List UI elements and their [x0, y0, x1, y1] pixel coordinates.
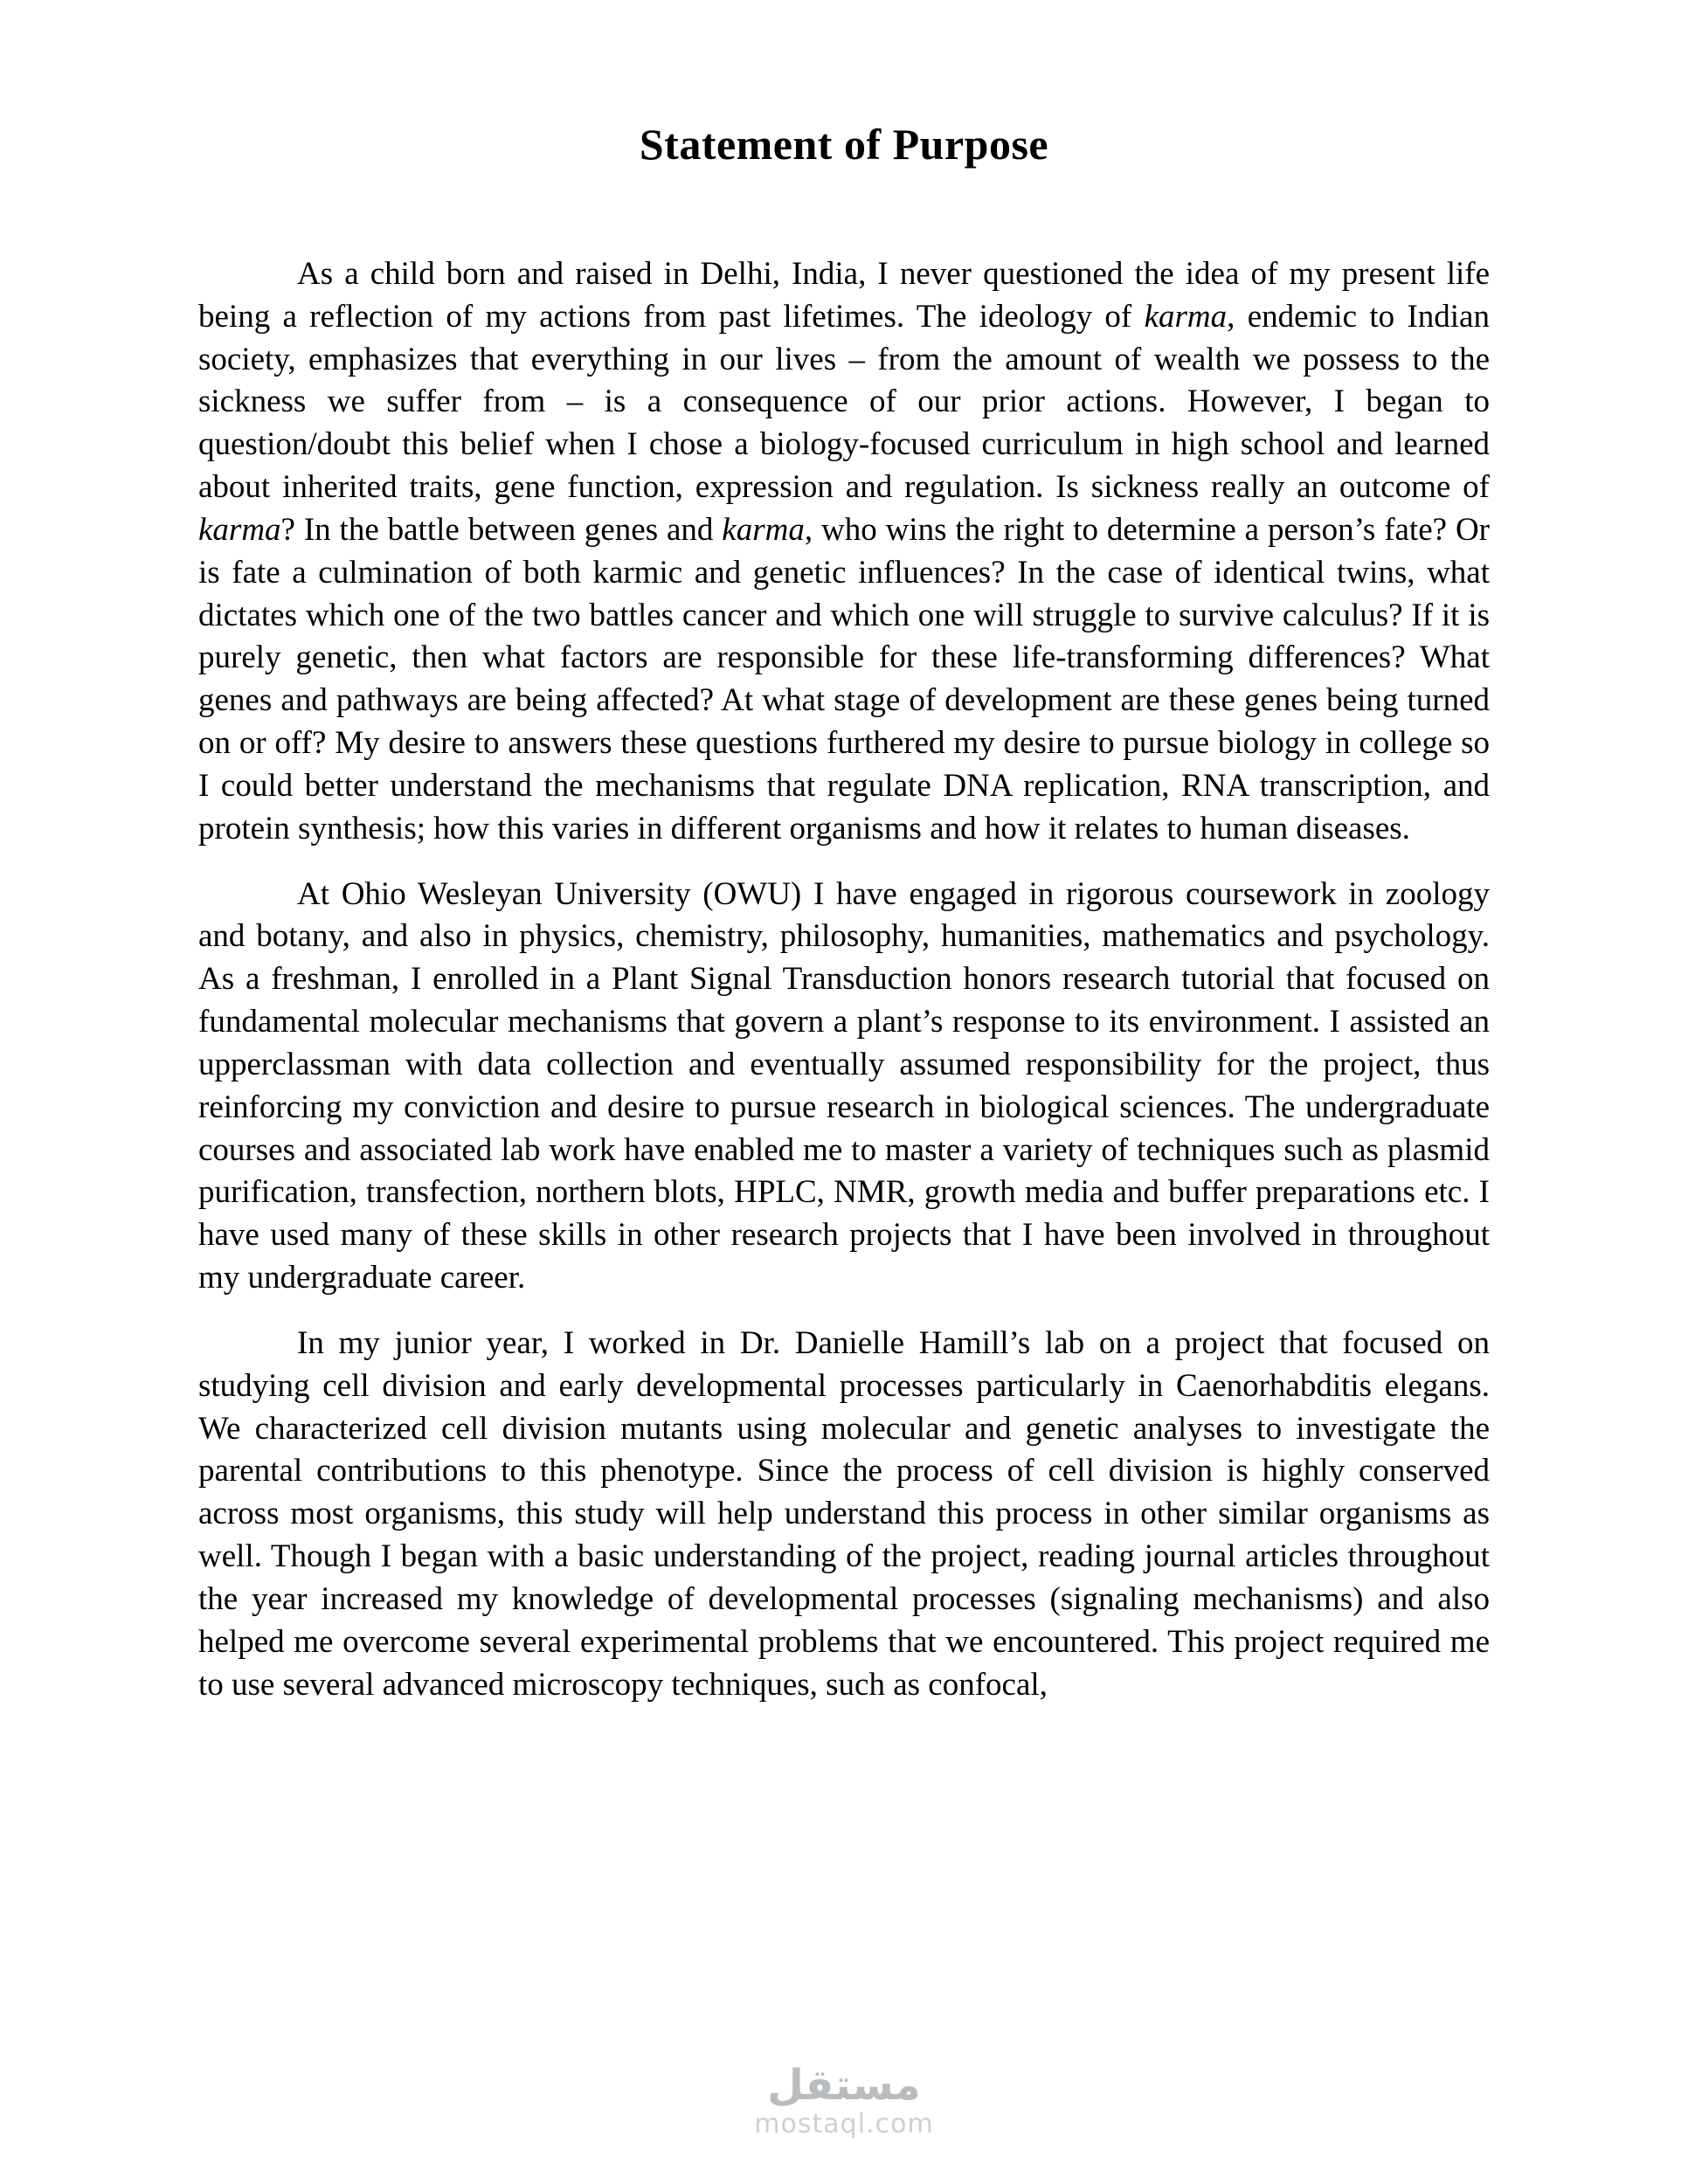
watermark [0, 2063, 1688, 2140]
document-title: Statement of Purpose [639, 120, 1049, 169]
text-run: In my junior year, I worked in Dr. Danielle Hamill’s lab on a project that focused on studying cell division and early developmental processes particularly in Caenorhabditis elegans. We characterized cell division mutants using molecular and genetic analyses to investigate the parental contributions to this phenotype. Since the process of cell division is highly conserved across most organisms, this study will help understand this process in other similar organisms as well. Though I began with a basic understanding of the project, reading journal articles throughout the year increased my knowledge of developmental processes (signaling mechanisms) and also helped me overcome several experimental problems that we encountered. This project required me to use several advanced microscopy techniques, such as confocal, [198, 1324, 1490, 1703]
text-run: As a child born and raised in Delhi, India, I never questioned the idea of my present life being a reflection of my actions from past lifetimes. The ideology of [198, 256, 1490, 335]
italic-text-run: karma [198, 511, 281, 548]
watermark-domain: mostaql.com [754, 2109, 934, 2139]
document-body [198, 253, 1490, 1706]
text-run: At Ohio Wesleyan University (OWU) I have engaged in rigorous coursework in zoology and botany, and also in physics, chemistry, philosophy, humanities, mathematics and psychology. As a freshman, I enrolled in a Plant Signal Transduction honors research tutorial that focused on fundamental molecular mechanisms that govern a plant’s response to its environment. I assisted an upperclassman with data collection and eventually assumed responsibility for the project, thus reinforcing my conviction and desire to pursue research in biological sciences. The undergraduate courses and associated lab work have enabled me to master a variety of techniques such as plasmid purification, transfection, northern blots, HPLC, NMR, growth media and buffer preparations etc. I have used many of these skills in other research projects that I have been involved in throughout my undergraduate career. [198, 875, 1490, 1296]
italic-text-run: karma [722, 511, 805, 548]
paragraph [198, 874, 1490, 1300]
text-run: , who wins the right to determine a person’s fate? Or is fate a culmination of both karmic and genetic influences? In the case of identical twins, what dictates which one of the two battles cancer and which one will struggle to survive calculus? If it is purely genetic, then what factors are responsible for these life-transforming differences? What genes and pathways are being affected? At what stage of development are these genes being turned on or off? My desire to answers these questions furthered my desire to pursue biology in college so I could better understand the mechanisms that regulate DNA replication, RNA transcription, and protein synthesis; how this varies in different organisms and how it relates to human diseases. [198, 511, 1490, 847]
text-run: , endemic to Indian society, emphasizes that everything in our lives – from the amount of wealth we possess to the sickness we suffer from – is a consequence of our prior actions. However, I began to question/doubt this belief when I chose a biology-focused curriculum in high school and learned about inherited traits, gene function, expression and regulation. Is sickness really an outcome of [198, 298, 1490, 506]
watermark-logo-text: مستقل [767, 2061, 921, 2111]
italic-text-run: karma [1144, 298, 1228, 335]
paragraph [198, 1323, 1490, 1706]
text-run: ? In the battle between genes and [280, 511, 723, 548]
paragraph [198, 253, 1490, 851]
